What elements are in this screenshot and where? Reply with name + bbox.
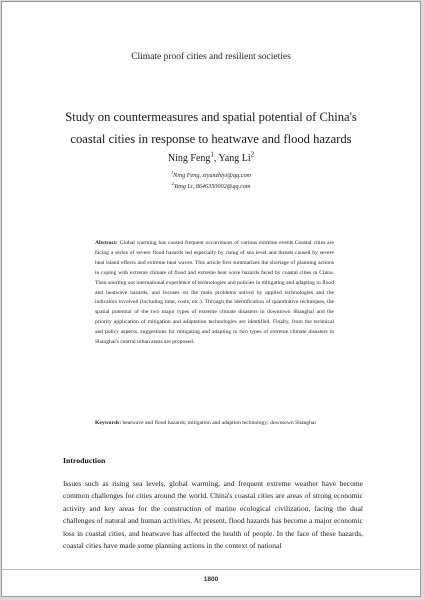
- affiliation-1-sup: 1: [170, 169, 174, 175]
- introduction-heading: Introduction: [63, 456, 106, 465]
- affiliation-1: [2, 169, 420, 179]
- affiliation-2: [2, 180, 420, 190]
- author-1-sup: 1: [210, 150, 214, 159]
- abstract-block: [95, 239, 334, 348]
- keywords-label: Keywords:: [95, 420, 122, 426]
- affiliation-2-text: Yang Li, 8646350002@qq.com: [173, 183, 251, 190]
- affiliation-1-text: Ning Feng, ziyunzhiyi@qq.com: [173, 172, 252, 179]
- author-2-sup: 2: [250, 150, 255, 159]
- author-1-name: Ning Feng: [167, 153, 211, 164]
- paper-page: [1, 1, 421, 597]
- paper-title: [42, 106, 380, 150]
- abstract-text: Global warming has caused frequent occurrences of various extreme events.Coastal cities are facing a series of severe flood hazards led especially by rising of sea level and threats caused by severe heat island effects and extreme heat waves. This article first summarizes the shortage of planning actions in coping with extreme climate of flood and extreme heat wave hazards faced by coastal cities in China. Then sourting out international experience of technologies and policies in mitigating and adapting to flood and heatwave hazards, and focuses on the main problems solved by applied technologies and the indicators involved (including time, costs, etc.). Through the identification of quantitative techniques, the spatial potential of the two major types of extreme climate disasters in downtown Shanghai and the priority application of mitigation and adaptation technologies are identified. Finally, from the technical and policy aspects, suggestions for mitigating and adapting to two types of extreme climate disasters in Shanghai's central urban areas are proposed.: [95, 240, 334, 346]
- author-separator: ,: [213, 153, 219, 164]
- abstract-label: Abstract:: [95, 240, 118, 246]
- series-header: Climate proof cities and resilient societies: [131, 52, 291, 62]
- author-list: [2, 150, 420, 164]
- introduction-paragraph: Issues such as rising sea levels, global warming, and frequent extreme weather have become common challenges for cities around the world. China's coastal cities are areas of strong economic activity and key areas for the construction of marine ecological civilization, facing the dual challenges of natural and human activities. At present, flood hazards has become a major economic loss in coastal cities, and heatwave has affected the health of people. In the face of these hazards, coastal cities have made some planning actions in the context of national: [63, 479, 363, 551]
- footer-divider: [2, 569, 420, 570]
- title-line-2: coastal cities in response to heatwave and flood hazards: [70, 132, 352, 146]
- keywords-text: heatwave and flood hazards; mitigation and adaption technology; downtown Shanghai: [121, 420, 316, 426]
- affiliation-2-sup: 2: [171, 180, 174, 186]
- title-line-1: Study on countermeasures and spatial potential of China's: [65, 110, 357, 124]
- author-2-name: Yang Li: [218, 153, 251, 164]
- keywords-block: [95, 419, 334, 429]
- page-number: 1800: [203, 576, 219, 583]
